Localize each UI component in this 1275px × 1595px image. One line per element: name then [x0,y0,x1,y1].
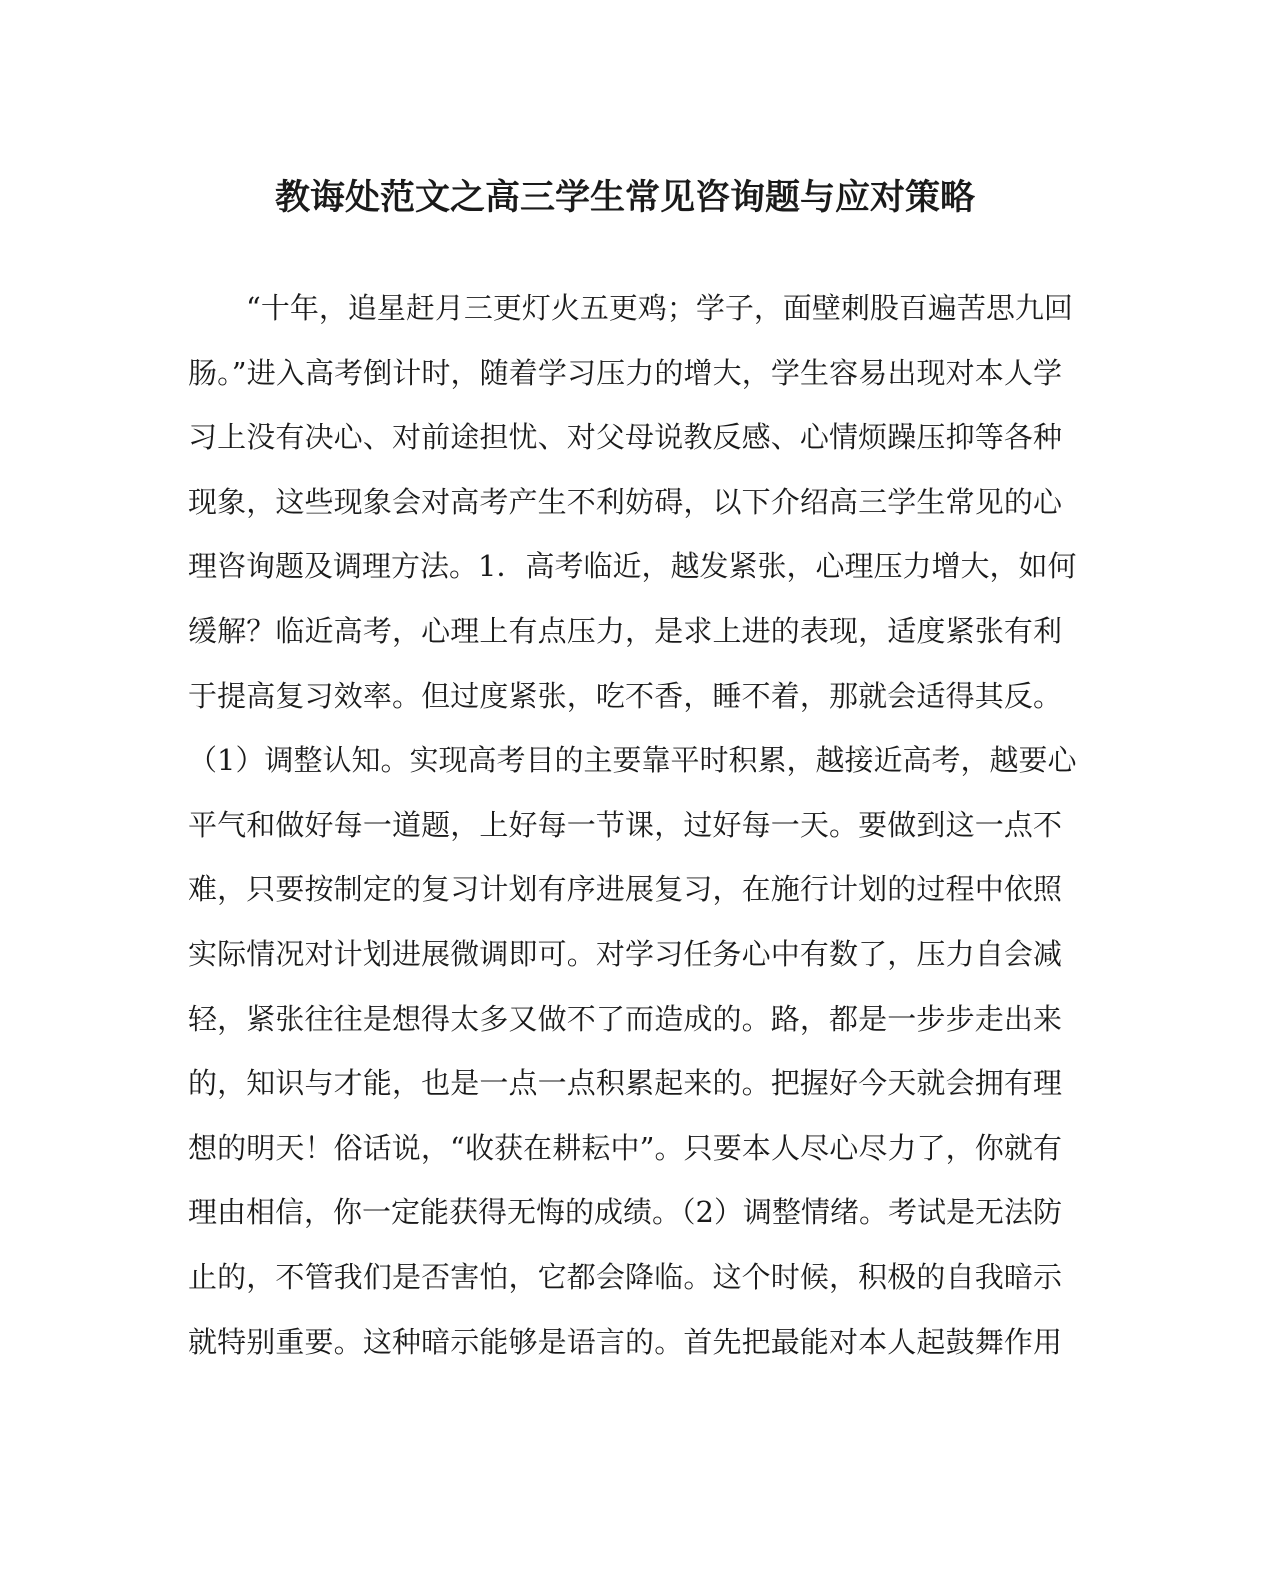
body-line: 就特别重要。这种暗示能够是语言的。首先把最能对本人起鼓舞作用 [188,1324,1062,1359]
body-line: 实际情况对计划进展微调即可。对学习任务心中有数了，压力自会减 [188,936,1062,971]
document-body [188,276,1077,1374]
body-line: 习上没有决心、对前途担忧、对父母说教反感、心情烦躁压抑等各种 [188,420,1062,455]
body-line: 现象，这些现象会对高考产生不利妨碍，以下介绍高三学生常见的心 [188,484,1062,519]
body-line: 想的明天！俗话说，“收获在耕耘中”。只要本人尽心尽力了，你就有 [188,1130,1062,1165]
body-line: 止的，不管我们是否害怕，它都会降临。这个时候，积极的自我暗示 [188,1259,1062,1294]
body-line: 平气和做好每一道题，上好每一节课，过好每一天。要做到这一点不 [188,807,1062,842]
body-line: 缓解？临近高考，心理上有点压力，是求上进的表现，适度紧张有利 [188,613,1062,648]
body-line: 理咨询题及调理方法。1．高考临近，越发紧张，心理压力增大，如何 [188,549,1077,584]
body-line: 肠。”进入高考倒计时，随着学习压力的增大，学生容易出现对本人学 [188,355,1062,390]
body-line: 理由相信，你一定能获得无悔的成绩。（2）调整情绪。考试是无法防 [188,1195,1062,1230]
body-line: （1）调整认知。实现高考目的主要靠平时积累，越接近高考，越要心 [188,743,1077,778]
body-line: “十年，追星赶月三更灯火五更鸡；学子，面壁刺股百遍苦思九回 [188,291,1073,325]
body-line: 轻，紧张往往是想得太多又做不了而造成的。路，都是一步步走出来 [188,1001,1062,1036]
body-line: 于提高复习效率。但过度紧张，吃不香，睡不着，那就会适得其反。 [188,678,1062,713]
body-line: 难，只要按制定的复习计划有序进展复习，在施行计划的过程中依照 [188,872,1062,907]
document-title: 教诲处范文之高三学生常见咨询题与应对策略 [274,177,975,218]
body-line: 的，知识与才能，也是一点一点积累起来的。把握好今天就会拥有理 [188,1066,1062,1101]
